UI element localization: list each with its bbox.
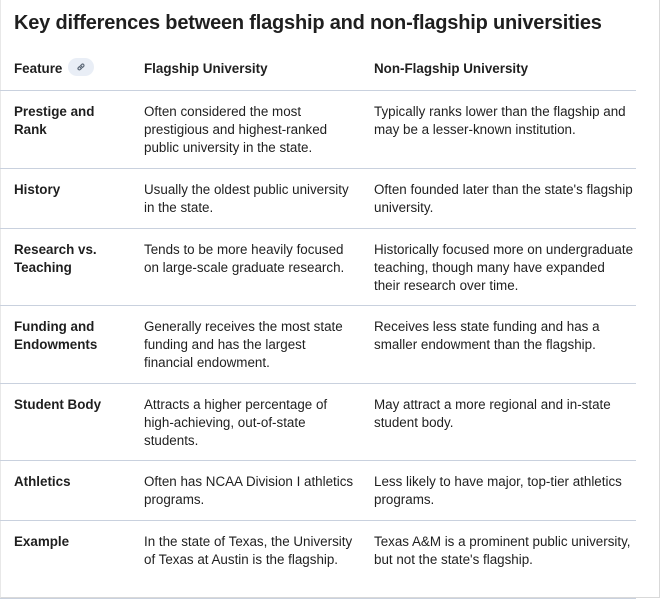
header-non-flagship: Non-Flagship University — [374, 50, 636, 90]
table-row — [0, 460, 636, 520]
non-flagship-cell: May attract a more regional and in-state student body. — [374, 396, 611, 430]
table-header-row — [0, 50, 636, 90]
flagship-cell: In the state of Texas, the University of Texas at Austin is the flagship. — [144, 533, 353, 567]
feature-cell: Example — [14, 533, 70, 549]
header-flagship: Flagship University — [144, 50, 374, 90]
non-flagship-cell: Receives less state funding and has a smaller endowment than the flagship. — [374, 318, 600, 352]
table-row — [0, 168, 636, 228]
non-flagship-cell: Often founded later than the state's flagship university. — [374, 181, 633, 215]
flagship-cell: Often has NCAA Division I athletics programs. — [144, 473, 354, 507]
page-title: Key differences between flagship and non-flagship universities — [14, 12, 602, 34]
feature-cell: Prestige and Rank — [14, 103, 95, 137]
feature-cell: Athletics — [14, 473, 71, 489]
link-icon — [76, 62, 86, 72]
table-row — [0, 305, 636, 383]
non-flagship-cell: Typically ranks lower than the flagship and may be a lesser-known institution. — [374, 103, 626, 137]
table-row — [0, 520, 636, 598]
flagship-cell: Tends to be more heavily focused on large-scale graduate research. — [144, 241, 345, 275]
header-feature — [0, 50, 144, 90]
flagship-cell: Usually the oldest public university in the state. — [144, 181, 349, 215]
comparison-table — [0, 50, 636, 599]
flagship-cell: Attracts a higher percentage of high-achieving, out-of-state students. — [144, 396, 328, 448]
flagship-cell: Often considered the most prestigious and highest-ranked public university in the state. — [144, 103, 328, 155]
feature-cell: Research vs. Teaching — [14, 241, 97, 275]
feature-cell: Student Body — [14, 396, 102, 412]
header-feature-label: Feature — [14, 61, 63, 76]
flagship-cell: Generally receives the most state funding and has the largest financial endowment. — [144, 318, 343, 370]
feature-cell: Funding and Endowments — [14, 318, 98, 352]
copy-link-button[interactable] — [68, 58, 94, 76]
table-row — [0, 228, 636, 305]
feature-cell: History — [14, 181, 61, 197]
non-flagship-cell: Less likely to have major, top-tier athletics programs. — [374, 473, 622, 507]
table-row — [0, 90, 636, 168]
non-flagship-cell: Historically focused more on undergraduate teaching, though many have expanded their research over time. — [374, 241, 634, 293]
table-row — [0, 383, 636, 460]
non-flagship-cell: Texas A&M is a prominent public university, but not the state's flagship. — [374, 533, 631, 567]
